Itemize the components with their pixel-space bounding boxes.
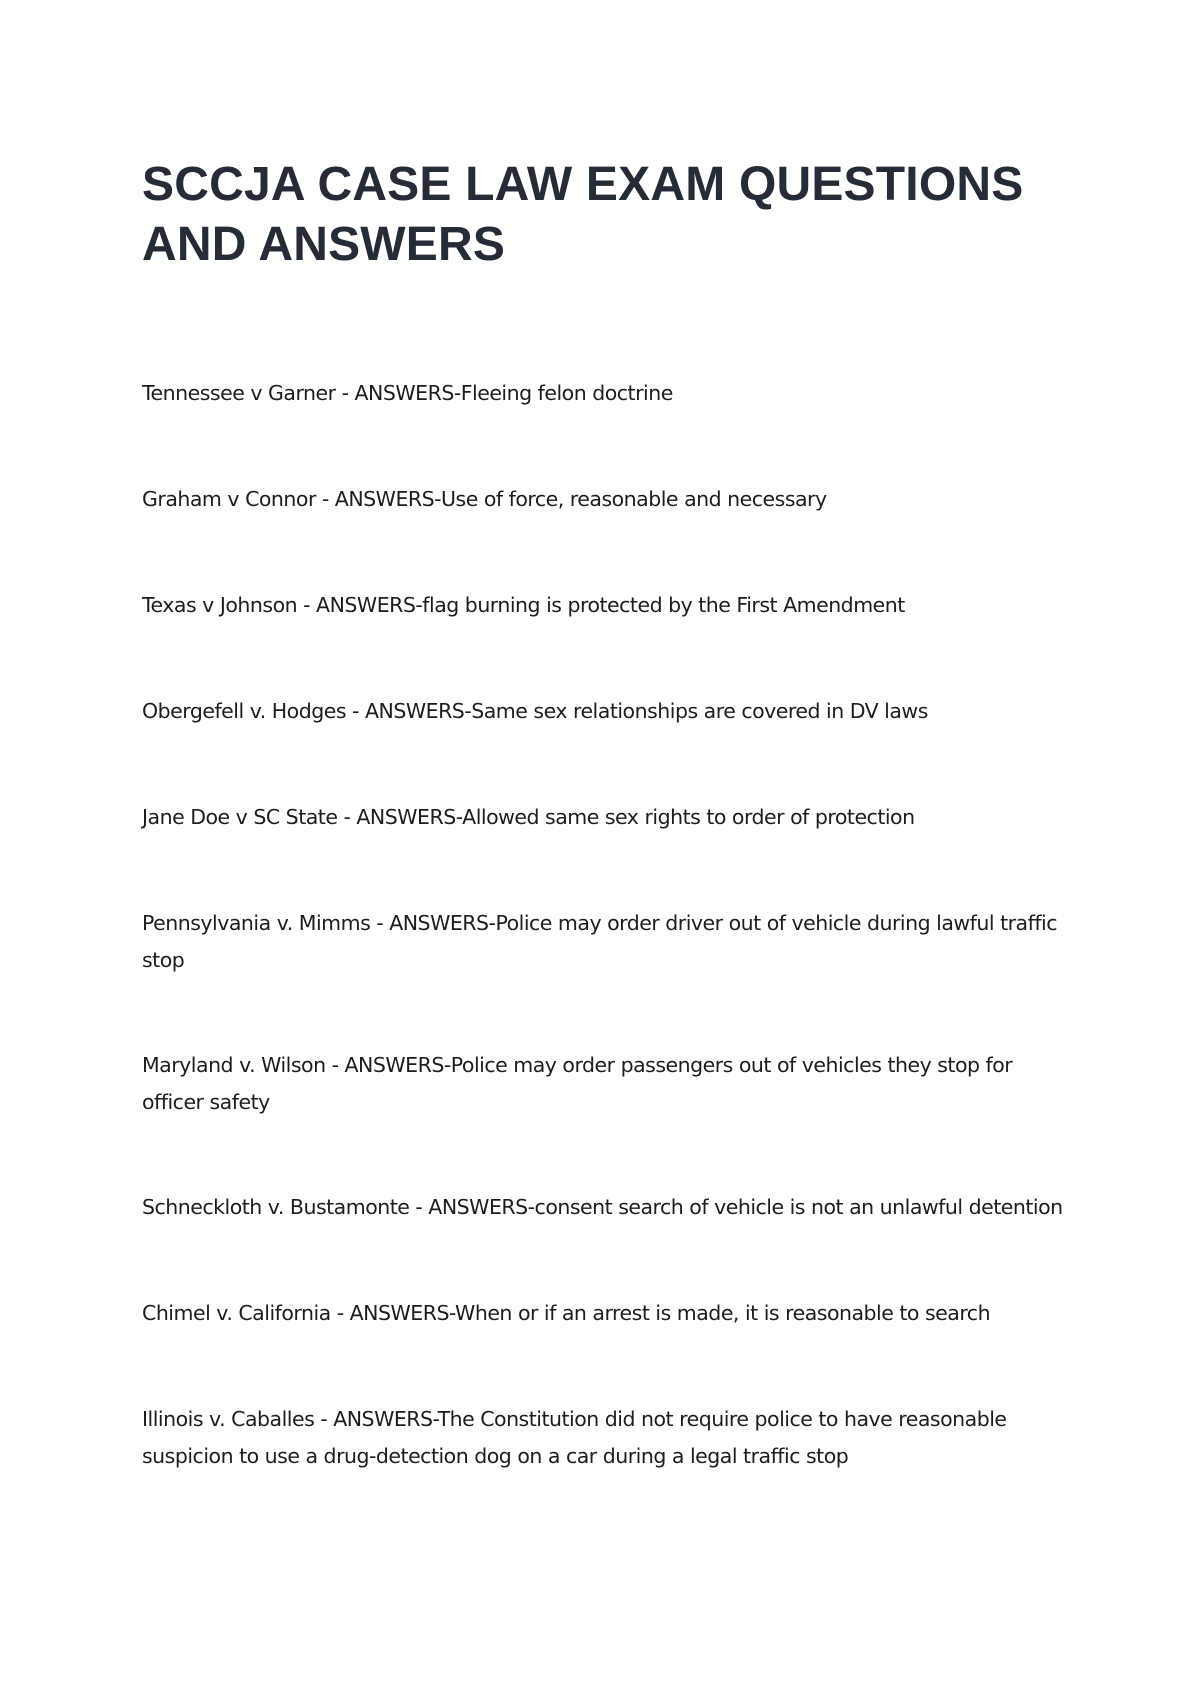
qa-item: Chimel v. California - ANSWERS-When or if an arrest is made, it is reasonable to search — [142, 1301, 991, 1325]
qa-item: Graham v Connor - ANSWERS-Use of force, reasonable and necessary — [142, 487, 827, 511]
qa-item: Tennessee v Garner - ANSWERS-Fleeing felon doctrine — [142, 381, 673, 405]
qa-item: Jane Doe v SC State - ANSWERS-Allowed same sex rights to order of protection — [142, 805, 915, 829]
qa-item: Obergefell v. Hodges - ANSWERS-Same sex relationships are covered in DV laws — [142, 699, 928, 723]
qa-item: Illinois v. Caballes - ANSWERS-The Constitution did not require police to have reasonable suspicion to use a drug-detection dog on a car during a legal traffic stop — [142, 1407, 1007, 1468]
document-title: SCCJA CASE LAW EXAM QUESTIONS AND ANSWERS — [142, 158, 1024, 271]
qa-item: Pennsylvania v. Mimms - ANSWERS-Police may order driver out of vehicle during lawful traffic stop — [142, 911, 1058, 972]
qa-list — [142, 375, 1072, 1543]
qa-item: Texas v Johnson - ANSWERS-flag burning is protected by the First Amendment — [142, 593, 905, 617]
qa-item: Maryland v. Wilson - ANSWERS-Police may order passengers out of vehicles they stop for officer safety — [142, 1053, 1013, 1114]
qa-item: Schneckloth v. Bustamonte - ANSWERS-consent search of vehicle is not an unlawful detention — [142, 1195, 1063, 1219]
